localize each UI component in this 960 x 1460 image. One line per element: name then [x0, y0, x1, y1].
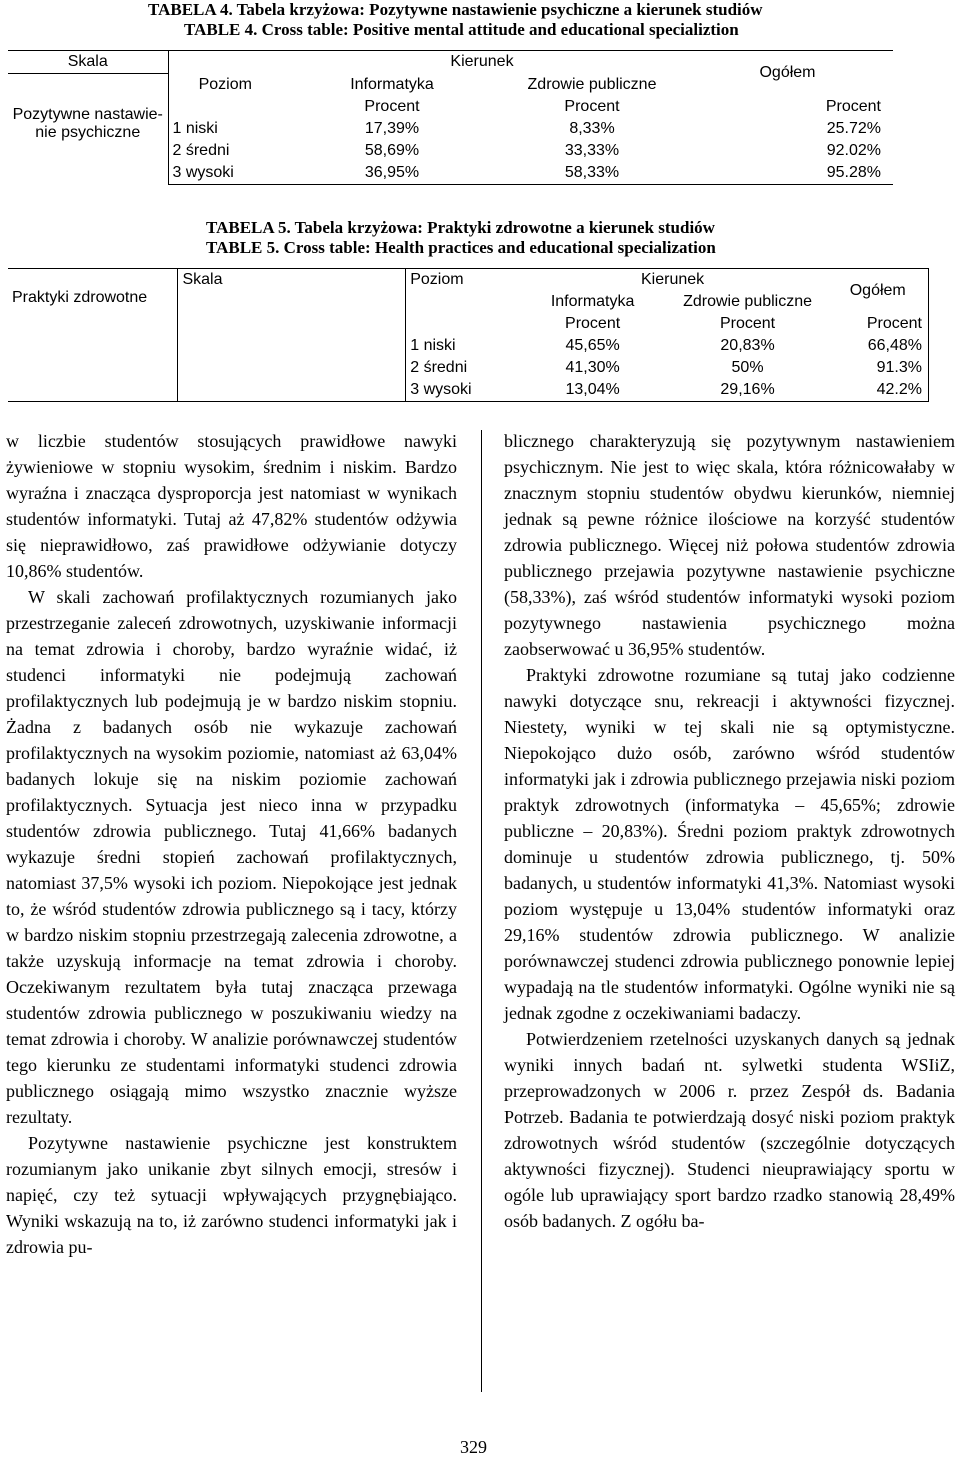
table4-caption-pl: TABELA 4. Tabela krzyżowa: Pozytywne nastawienie psychiczne a kierunek studiów: [148, 0, 763, 19]
level-cell: 1 niski: [168, 118, 282, 140]
total-cell: 42.2%: [828, 379, 929, 402]
total-cell: 66,48%: [828, 335, 929, 357]
value-cell: 13,04%: [518, 379, 668, 402]
value-cell: 17,39%: [364, 119, 420, 137]
total-cell: 91.3%: [828, 357, 929, 379]
unit-cell: Procent: [564, 97, 620, 115]
left-column: [6, 428, 457, 1260]
poziom-header: Poziom: [406, 269, 518, 292]
kierunek-header: Kierunek: [518, 269, 828, 292]
value-cell: 58,69%: [364, 141, 420, 159]
level-cell: 3 wysoki: [406, 379, 518, 402]
level-cell: 2 średni: [406, 357, 518, 379]
paragraph: W skali zachowań profilaktycznych rozumianych jako przestrzeganie zaleceń zdrowotnych, uzyskiwanie informacji na temat zdrowia i choroby, bardzo wyraźnie widać, iż studenci informatyki nie podejmują zachowań profilaktycznych lub podejmują je w bardzo niskim stopniu. Żadna z badanych osób nie wykazuje zachowań profilaktycznych na wysokim poziomie, natomiast aż 63,04% badanych lokuje się na niskim poziomie zachowań profilaktycznych. Sytuacja jest nieco inna w przypadku studentów zdrowia publicznego. Tutaj 41,66% badanych wykazuje średni stopień zachowań profilaktycznych, natomiast 37,5% wysoki ich poziom. Niepokojące jest jednak to, że wśród studentów zdrowia publicznego są i tacy, którzy w bardzo niskim stopniu przestrzegają zalecenia zdrowotne, a także uzyskują informacje na temat zdrowia i choroby. Oczekiwanym rezultatem była tutaj znacząca przewaga studentów zdrowia publicznego w poszukiwaniu wiedzy na temat zdrowia i choroby. W analizie porównawczej studentów tego kierunku ze studentami informatyki studenci zdrowia publicznego osiągają mimo wszystko znacznie wyższe rezultaty.: [6, 587, 457, 1127]
value-cell: 58,33%: [502, 162, 682, 185]
paragraph: Potwierdzeniem rzetelności uzyskanych danych są jednak wyniki innych badań nt. sylwetki studenta WSIiZ, przeprowadzonych w 2006 r. przez Zespół ds. Badania Potrzeb. Badania te potwierdzają dosyć niski poziom praktyk zdrowotnych wśród studentów (szczególnie dotyczących aktywności fizycznej). Studenci nieuprawiający sportu w ogóle lub uprawiający sport bardzo rzadko stanowią 28,49% osób badanych. Z ogółu ba-: [504, 1029, 955, 1231]
value-cell: 50%: [731, 359, 764, 376]
unit-cell: Procent: [719, 315, 776, 332]
skala-header: Skala: [178, 269, 406, 402]
skala-header: Skala: [8, 51, 168, 74]
unit-cell: Procent: [364, 97, 420, 115]
total-cell: 95.28%: [682, 162, 893, 185]
paragraph: w liczbie studentów stosujących prawidłowe nawyki żywieniowe w stopniu wysokim, średnim i niskim. Bardzo wyraźna i znacząca dysproporcja jest natomiast w wynikach studentów informatyki. Tutaj aż 47,82% studentów odżywia się nieprawidłowo, zaś prawidłowe odżywianie dotyczy 10,86% studentów.: [6, 431, 457, 581]
total-cell: 25.72%: [826, 119, 881, 137]
table4-caption-en: TABLE 4. Cross table: Positive mental attitude and educational specializtion: [184, 20, 739, 39]
skala-value-text: Pozytywne nastawie-nie psychiczne: [12, 105, 163, 141]
praktyki-label: Praktyki zdrowotne: [8, 269, 178, 402]
table-5: [8, 268, 929, 402]
level-cell: 1 niski: [406, 335, 518, 357]
column-divider: [481, 430, 482, 1392]
paragraph: Pozytywne nastawienie psychiczne jest konstruktem rozumianym jako unikanie zbyt silnych emocji, stresów i napięć, czy też sytuacji wpływających przygnębiająco. Wyniki wskazują na to, iż zarówno studenci informatyki jak i zdrowia pu-: [6, 1133, 457, 1257]
table5-caption-pl: TABELA 5. Tabela krzyżowa: Praktyki zdrowotne a kierunek studiów: [206, 218, 715, 237]
table-4: [8, 50, 893, 185]
col-zdrowie-header: Zdrowie publiczne: [683, 293, 813, 310]
unit-cell: Procent: [825, 97, 881, 115]
page-number: 329: [460, 1437, 487, 1457]
col-zdrowie-header: Zdrowie publiczne: [527, 75, 657, 93]
poziom-header: Poziom: [168, 74, 282, 96]
total-header: Ogółem: [682, 51, 893, 96]
level-cell: 3 wysoki: [168, 162, 282, 185]
kierunek-header: Kierunek: [282, 51, 682, 74]
unit-cell: Procent: [565, 315, 621, 332]
value-cell: 29,16%: [668, 379, 828, 402]
value-cell: 20,83%: [720, 337, 775, 354]
level-cell: 2 średni: [168, 140, 282, 162]
paragraph: blicznego charakteryzują się pozytywnym nastawieniem psychicznym. Nie jest to więc skala, która różnicowałaby w znacznym stopniu studentów obydwu kierunków, niemniej jednak są pewne różnice ilościowe na korzyść studentów zdrowia publicznego. Więcej niż połowa studentów zdrowia publicznego przejawia pozytywne nastawienie psychiczne (58,33%), zaś wśród studentów informatyki wysoki poziom pozytywnego nastawienia psychicznego można zaobserwować u 36,95% studentów.: [504, 431, 955, 659]
value-cell: 41,30%: [565, 359, 620, 376]
value-cell: 45,65%: [565, 337, 620, 354]
unit-cell: Procent: [828, 313, 929, 335]
total-cell: 92.02%: [826, 141, 881, 159]
table5-caption-en: TABLE 5. Cross table: Health practices and educational specialization: [206, 238, 716, 257]
right-column: [504, 428, 955, 1234]
total-header: Ogółem: [828, 269, 929, 314]
paragraph: Praktyki zdrowotne rozumiane są tutaj jako codzienne nawyki dotyczące snu, rekreacji i aktywności fizycznej. Niestety, wyniki w tej skali nie są optymistyczne. Niepokojąco dużo osób, zarówno wśród studentów informatyki jak i zdrowia publicznego przejawia niski poziom praktyk zdrowotnych (informatyka – 45,65%; zdrowie publiczne – 20,83%). Średni poziom praktyk zdrowotnych dominuje u studentów zdrowia publicznego, tj. 50% badanych, u studentów informatyki 41,3%. Natomiast wysoki poziom występuje u 13,04% studentów informatyki oraz 29,16% studentów zdrowia publicznego. W analizie porównawczej studenci zdrowia publicznego ponownie lepiej wypadają na tle studentów informatyki. Ogólne wyniki nie są jednak zgodne z oczekiwaniami badaczy.: [504, 665, 955, 1023]
col-informatyka-header: Informatyka: [550, 293, 635, 310]
skala-value: [8, 96, 168, 186]
value-cell: 33,33%: [564, 141, 620, 159]
value-cell: 8,33%: [569, 119, 615, 137]
value-cell: 36,95%: [282, 162, 502, 185]
col-informatyka-header: Informatyka: [350, 75, 434, 93]
